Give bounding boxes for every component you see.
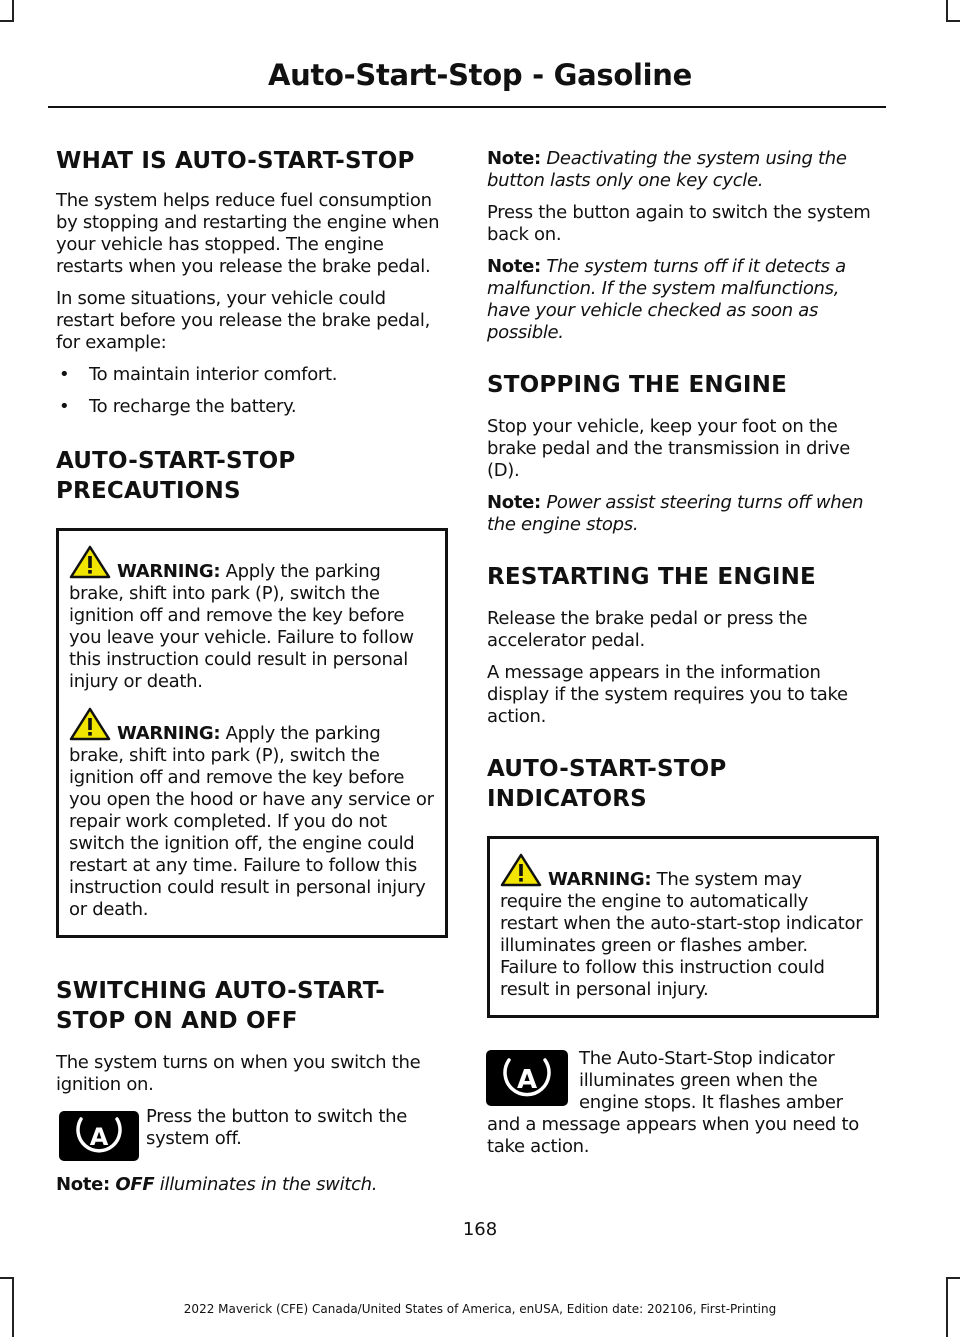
warning-triangle-icon [69,545,111,579]
crop-mark [0,1277,14,1279]
note [56,1174,448,1196]
heading-restarting: RESTARTING THE ENGINE [487,564,816,590]
note-text: Power assist steering turns off when the engine stops. [487,492,864,535]
heading-stopping: STOPPING THE ENGINE [487,372,788,398]
heading-line: SWITCHING AUTO-START- [56,978,385,1004]
warning-box [56,528,448,938]
note-label: Note: [487,256,541,277]
list-item: • To recharge the battery. [56,396,448,418]
warning-paragraph [69,707,437,921]
crop-mark [946,0,948,22]
paragraph: The system helps reduce fuel consumption by stopping and restarting the engine when your vehicle has stopped. The engine restarts when you release the brake pedal. [56,190,440,277]
heading-line: STOP ON AND OFF [56,1008,298,1034]
auto-start-stop-icon [59,1111,139,1161]
crop-mark [0,20,14,22]
heading-line: PRECAUTIONS [56,478,241,504]
heading-line: INDICATORS [487,786,647,812]
header-rule [48,106,886,108]
paragraph: Stop your vehicle, keep your foot on the brake pedal and the transmission in drive (D). [487,416,851,481]
auto-start-stop-icon [486,1050,568,1106]
list-item: • To maintain interior comfort. [56,364,448,386]
heading-line: AUTO-START-STOP [487,756,727,782]
crop-mark [946,1277,960,1279]
warning-label: WARNING: [117,723,221,744]
warning-text: Apply the parking brake, shift into park (P), switch the ignition off and remove the key before you open the hood or have any service or repair work completed. If you do not switch the ignition off, the engine could restart at any time. Failure to follow this instruction could result in personal injury or death. [69,723,434,920]
heading-precautions [56,446,448,506]
note-text: Deactivating the system using the button lasts only one key cycle. [487,148,847,191]
note-text: The system turns off if it detects a malfunction. If the system malfunctions, have your vehicle checked as soon as possible. [487,256,846,343]
page-footer: 2022 Maverick (CFE) Canada/United States of America, enUSA, Edition date: 202106, First-Printing [183,1302,777,1316]
note-bold-word: OFF [115,1174,155,1195]
paragraph: The Auto-Start-Stop indicator illuminates green when the engine stops. It flashes amber and a message appears when you need to take action. [487,1048,859,1157]
note [487,148,879,192]
warning-text: The system may require the engine to automatically restart when the auto-start-stop indicator illuminates green or flashes amber. Failure to follow this instruction could result in personal injury. [500,869,863,1000]
note-label: Note: [487,492,541,513]
paragraph: Release the brake pedal or press the accelerator pedal. [487,608,808,651]
warning-paragraph [500,853,868,1001]
warning-triangle-icon [500,853,542,887]
indicator-description [487,1048,879,1158]
crop-mark [12,0,14,22]
svg-text:A: A [89,1123,109,1151]
note-text: illuminates in the switch. [154,1174,378,1195]
bullet-list [56,364,448,418]
heading-indicators [487,754,879,814]
heading-what-is: WHAT IS AUTO-START-STOP [56,148,415,174]
warning-label: WARNING: [548,869,652,890]
note [487,256,879,344]
right-column [487,148,879,1168]
warning-label: WARNING: [117,561,221,582]
paragraph: A message appears in the information display if the system requires you to take action. [487,662,848,727]
paragraph: Press the button again to switch the system back on. [487,202,871,245]
note-label: Note: [487,148,541,169]
page-header-title: Auto-Start-Stop - Gasoline [267,58,693,92]
paragraph: In some situations, your vehicle could restart before you release the brake pedal, for example: [56,288,431,353]
warning-box [487,836,879,1018]
page-number: 168 [462,1219,498,1240]
note [487,492,879,536]
left-column [56,146,448,1206]
svg-text:A: A [516,1065,538,1095]
warning-paragraph [69,545,437,693]
warning-triangle-icon [69,707,111,741]
heading-line: AUTO-START-STOP [56,448,296,474]
paragraph: Press the button to switch the system off. [146,1106,407,1149]
note-label: Note: [56,1174,110,1195]
button-description [56,1106,448,1164]
warning-text: Apply the parking brake, shift into park (P), switch the ignition off and remove the key before you leave your vehicle. Failure to follow this instruction could result in personal injury or death. [69,561,414,692]
paragraph: The system turns on when you switch the ignition on. [56,1052,421,1095]
heading-switching [56,976,448,1036]
crop-mark [946,20,960,22]
